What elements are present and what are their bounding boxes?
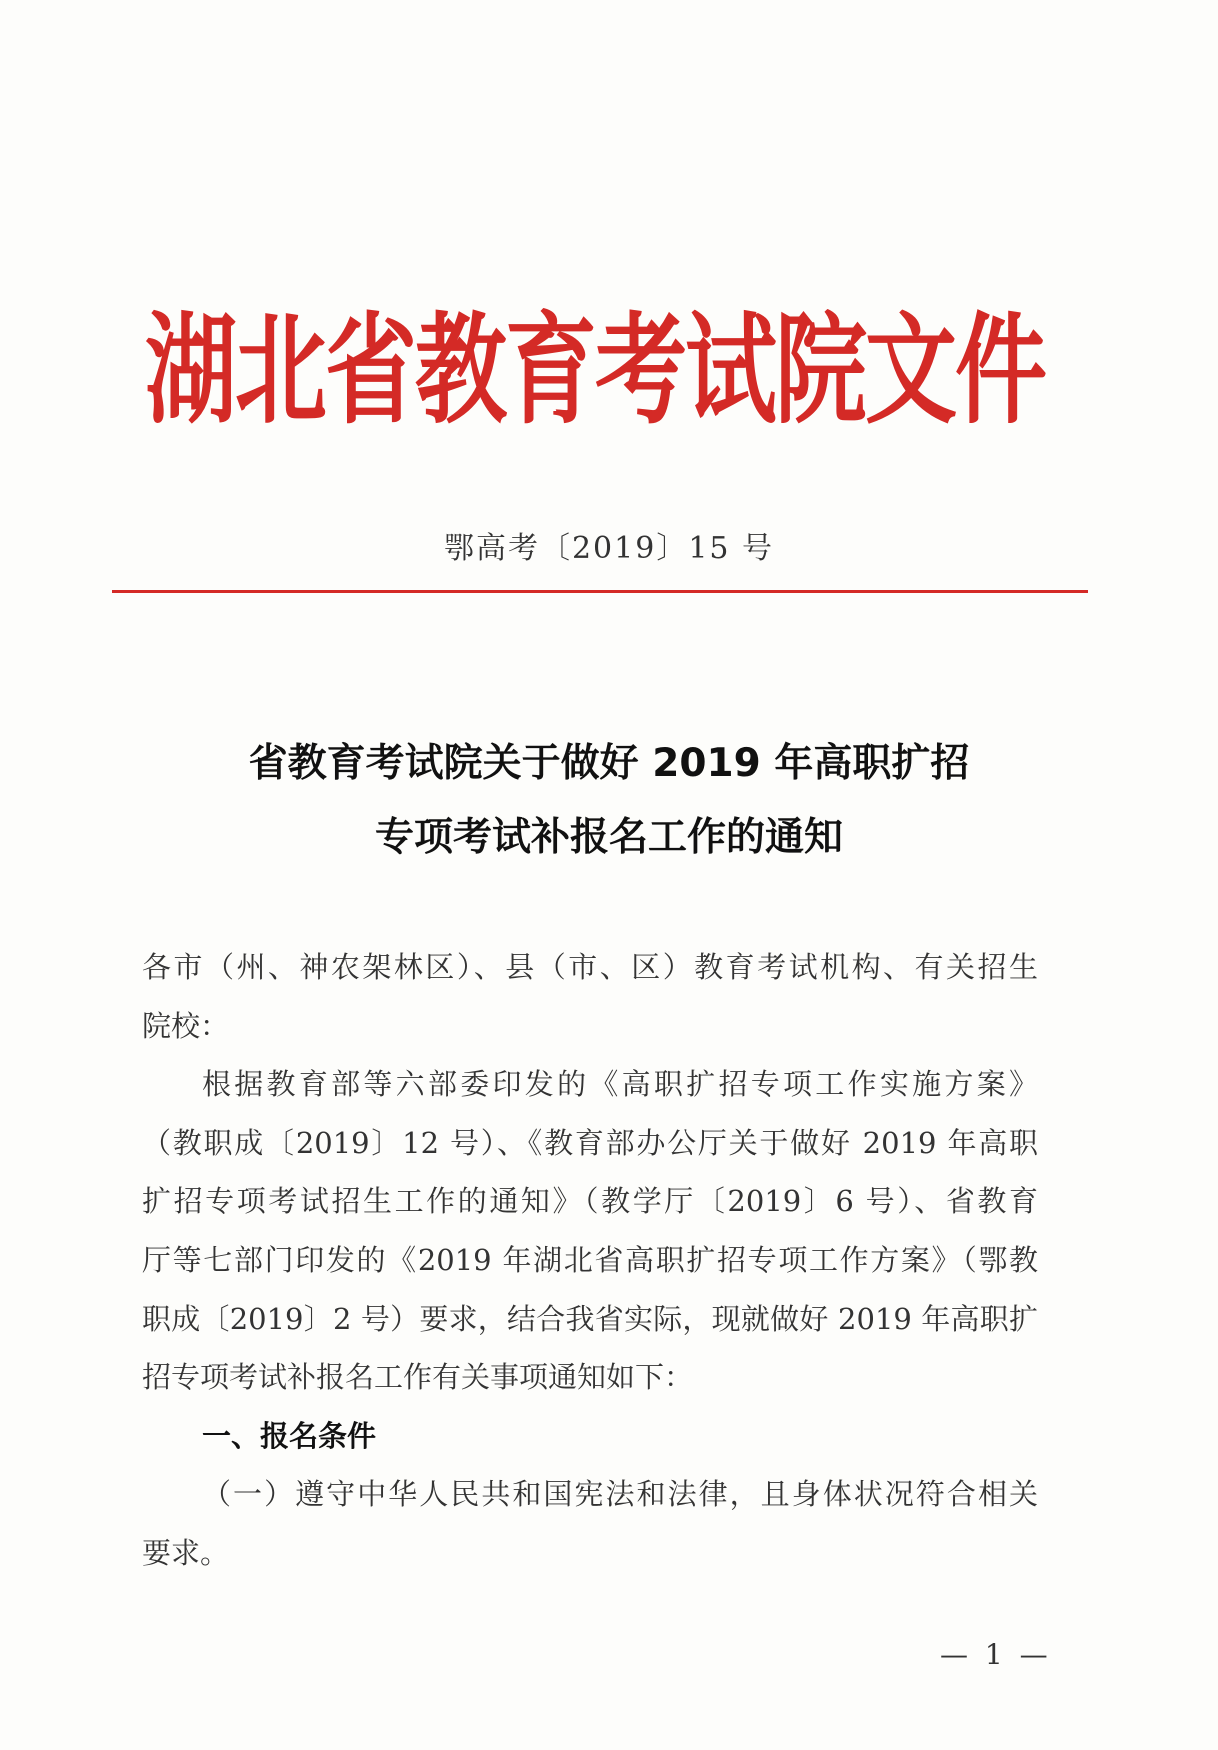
body-line: 招专项考试补报名工作有关事项通知如下：	[142, 1360, 694, 1395]
body-line: 院校：	[142, 1008, 230, 1043]
red-divider	[112, 590, 1088, 593]
body-line: 各市（州、神农架林区）、县（市、区）教育考试机构、有关招生	[142, 950, 1038, 984]
document-title-line-1: 省教育考试院关于做好 2019 年高职扩招	[248, 741, 970, 786]
document-body	[142, 945, 1038, 1590]
body-line: （教职成〔2019〕12 号）、《教育部办公厅关于做好 2019 年高职	[142, 1125, 1038, 1160]
body-line: 厅等七部门印发的《2019 年湖北省高职扩招专项工作方案》（鄂教	[142, 1242, 1038, 1277]
body-line: （一）遵守中华人民共和国宪法和法律，且身体状况符合相关	[202, 1477, 1038, 1512]
issuer-title: 湖北省教育考试院文件	[144, 299, 1045, 441]
body-line: 扩招专项考试招生工作的通知》（教学厅〔2019〕6 号）、省教育	[142, 1184, 1038, 1219]
body-line: 根据教育部等六部委印发的《高职扩招专项工作实施方案》	[202, 1067, 1038, 1102]
document-number: 鄂高考〔2019〕15 号	[443, 531, 775, 566]
page-number: — 1 —	[940, 1638, 1052, 1671]
section-heading: 一、报名条件	[202, 1418, 377, 1453]
document-title-line-2: 专项考试补报名工作的通知	[374, 815, 843, 860]
body-line: 职成〔2019〕2 号）要求，结合我省实际，现就做好 2019 年高职扩	[142, 1301, 1038, 1336]
body-line: 要求。	[142, 1535, 230, 1570]
